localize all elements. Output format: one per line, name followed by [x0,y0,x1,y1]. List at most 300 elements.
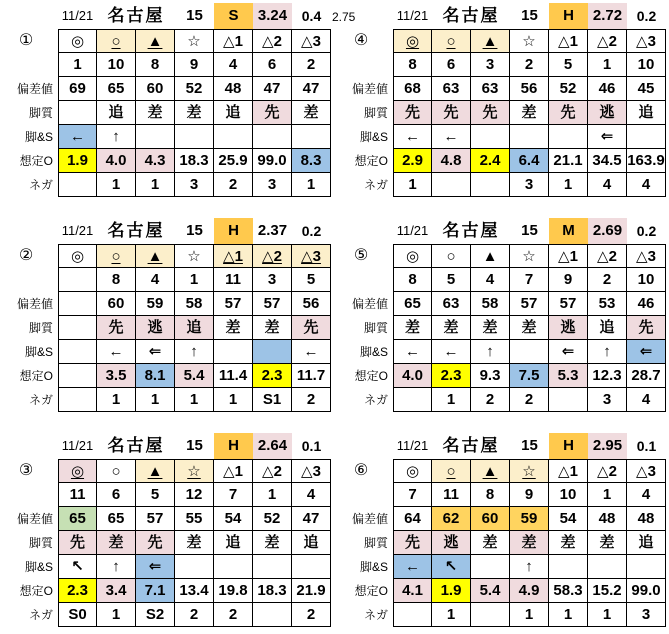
odds-value-cell: 4.0 [97,149,136,173]
leg-arrow-cell: ↑ [510,555,549,579]
nega-cell: 1 [97,388,136,412]
leg-arrow-cell: ← [393,125,432,149]
win-odds: 2.72 [588,3,627,29]
dev-value-cell: 57 [510,292,549,316]
dev-value-cell: 65 [58,507,97,531]
odds-value-cell: 11.4 [214,364,253,388]
run-style-cell: 逃 [136,316,175,340]
horse-number-cell: 3 [253,268,292,292]
mark-cell: △2 [253,29,292,53]
odds-value-cell: 9.3 [471,364,510,388]
odds-value-cell: 4.8 [432,149,471,173]
leg-arrow-cell: ← [97,340,136,364]
row-label-legs: 脚&S [359,560,388,574]
run-style-cell: 差 [588,531,627,555]
leg-arrow-cell [253,340,292,364]
mark-cell: ◎ [58,29,97,53]
nega-cell: 2 [292,388,331,412]
horse-number-cell: 8 [97,268,136,292]
nega-cell: 2 [214,173,253,197]
mark-cell: ○ [432,244,471,268]
odds-value-cell: 4.0 [393,364,432,388]
leg-arrow-cell [214,555,253,579]
row-label-style: 脚質 [363,536,388,550]
mark-cell: ▲ [136,29,175,53]
horse-number-cell: 8 [393,53,432,77]
extra-odds: 2.75 [332,10,356,24]
row-label-odds: 想定O [19,154,53,168]
dev-value-cell: 52 [549,77,588,101]
row-label-legs: 脚&S [24,560,53,574]
dev-value-cell: 59 [510,507,549,531]
leg-arrow-cell [214,340,253,364]
mark-cell: ○ [97,29,136,53]
nega-cell: 3 [175,173,214,197]
mark-cell: △2 [588,244,627,268]
row-label-legs: 脚&S [359,130,388,144]
horse-number-cell: 7 [214,483,253,507]
mark-cell: ○ [432,29,471,53]
nega-cell [432,173,471,197]
leg-arrow-cell: ↖ [58,555,97,579]
row-label-nega: ネガ [363,393,388,407]
nega-cell [471,603,510,627]
mark-cell: △2 [588,29,627,53]
odds-value-cell: 2.4 [471,149,510,173]
odds-value-cell: 11.7 [292,364,331,388]
leg-arrow-cell: ← [292,340,331,364]
mark-cell: △3 [292,459,331,483]
horse-number-cell: 5 [549,53,588,77]
mark-cell: △3 [292,244,331,268]
table-number: ⑥ [353,462,369,479]
mark-cell: △3 [627,244,666,268]
run-style-cell: 差 [136,101,175,125]
row-spacer [337,483,393,507]
track-name: 名古屋 [442,6,500,25]
dev-value-cell: 65 [393,292,432,316]
track-name: 名古屋 [442,221,500,240]
odds-value-cell: 3.5 [97,364,136,388]
run-style-cell: 先 [136,531,175,555]
track-name: 名古屋 [107,6,165,25]
dev-value-cell: 60 [97,292,136,316]
pace-indicator: S [214,3,253,29]
dev-value-cell: 47 [292,507,331,531]
dev-value-cell: 54 [214,507,253,531]
horse-number-cell: 7 [393,483,432,507]
row-label-odds: 想定O [19,369,53,383]
mark-cell: △1 [214,459,253,483]
header-spacer [2,433,58,459]
odds-value-cell: 1.9 [58,149,97,173]
race-number: 15 [521,222,538,239]
horse-number-cell: 4 [627,483,666,507]
leg-arrow-cell: ⇐ [136,340,175,364]
run-style-cell: 追 [627,531,666,555]
run-style-cell: 差 [510,101,549,125]
run-style-cell [58,316,97,340]
nega-cell: S2 [136,603,175,627]
horse-number-cell: 11 [58,483,97,507]
nega-cell: 1 [97,603,136,627]
horse-number-cell: 4 [136,268,175,292]
run-style-cell [58,101,97,125]
data-grid [337,459,668,627]
leg-arrow-cell [292,125,331,149]
run-style-cell: 先 [393,101,432,125]
run-style-cell: 先 [432,101,471,125]
nega-cell: 2 [471,388,510,412]
odds-margin-value: 0.4 [301,8,322,24]
leg-arrow-cell [510,125,549,149]
mark-cell: △2 [588,459,627,483]
leg-arrow-cell: ↑ [588,340,627,364]
run-style-cell: 先 [471,101,510,125]
mark-cell: △1 [549,459,588,483]
run-style-cell: 差 [471,531,510,555]
mark-cell: ☆ [175,244,214,268]
leg-arrow-cell [136,125,175,149]
row-label-dev: 偏差値 [351,297,388,311]
nega-cell: 4 [627,388,666,412]
horse-number-cell: 2 [588,268,627,292]
row-spacer [2,53,58,77]
horse-number-cell: 1 [588,53,627,77]
nega-cell: 2 [214,603,253,627]
leg-arrow-cell: ← [432,340,471,364]
dev-value-cell: 60 [471,507,510,531]
race-number: 15 [186,7,203,24]
nega-cell [58,388,97,412]
mark-cell: △2 [253,459,292,483]
win-odds: 2.69 [588,218,627,244]
leg-arrow-cell: ⇐ [549,340,588,364]
horse-number-cell: 10 [627,53,666,77]
row-label-nega: ネガ [28,178,53,192]
run-style-cell: 差 [393,316,432,340]
dev-value-cell: 48 [588,507,627,531]
odds-value-cell: 4.9 [510,579,549,603]
leg-arrow-cell: ↖ [432,555,471,579]
horse-number-cell: 11 [432,483,471,507]
horse-number-cell: 11 [214,268,253,292]
nega-cell [393,388,432,412]
nega-cell [58,173,97,197]
race-number: 15 [521,7,538,24]
dev-value-cell: 65 [97,77,136,101]
horse-number-cell: 4 [214,53,253,77]
win-odds: 2.95 [588,433,627,459]
dev-value-cell: 65 [97,507,136,531]
run-style-cell: 追 [214,101,253,125]
run-style-cell: 先 [97,316,136,340]
race-date: 11/21 [396,8,429,23]
odds-value-cell: 4.1 [393,579,432,603]
odds-value-cell: 28.7 [627,364,666,388]
nega-cell: 1 [97,173,136,197]
leg-arrow-cell: ← [432,125,471,149]
dev-value-cell: 57 [253,292,292,316]
row-label-legs: 脚&S [24,345,53,359]
race-table-3 [0,433,333,627]
run-style-cell: 逃 [432,531,471,555]
horse-number-cell: 1 [175,268,214,292]
horse-number-cell: 10 [97,53,136,77]
leg-arrow-cell [471,125,510,149]
mark-cell: △3 [627,29,666,53]
row-label-legs: 脚&S [24,130,53,144]
mark-cell: ▲ [136,459,175,483]
mark-cell: △1 [549,244,588,268]
table-number: ③ [18,462,34,479]
odds-value-cell: 3.4 [97,579,136,603]
odds-value-cell: 99.0 [253,149,292,173]
odds-margin [292,433,331,459]
row-label-nega: ネガ [363,178,388,192]
nega-cell: 1 [393,173,432,197]
odds-margin [292,3,356,29]
dev-value-cell: 59 [136,292,175,316]
nega-cell: 1 [588,603,627,627]
odds-value-cell: 25.9 [214,149,253,173]
dev-value-cell: 47 [292,77,331,101]
mark-cell: △1 [214,29,253,53]
horse-number-cell: 1 [253,483,292,507]
nega-cell: 1 [432,603,471,627]
odds-value-cell: 7.5 [510,364,549,388]
horse-number-cell: 8 [136,53,175,77]
leg-arrow-cell [471,555,510,579]
race-date: 11/21 [396,438,429,453]
run-style-cell: 差 [549,531,588,555]
odds-value-cell: 6.4 [510,149,549,173]
mark-cell: ○ [97,244,136,268]
odds-value-cell: 2.3 [253,364,292,388]
mark-cell: ◎ [58,459,97,483]
win-odds: 3.24 [253,3,292,29]
odds-value-cell: 8.1 [136,364,175,388]
odds-value-cell: 58.3 [549,579,588,603]
data-grid [2,459,333,627]
odds-margin-value: 0.2 [636,223,657,239]
nega-cell: 3 [588,388,627,412]
pace-indicator: H [214,433,253,459]
odds-value-cell: 163.9 [627,149,666,173]
dev-value-cell: 58 [175,292,214,316]
odds-value-cell: 18.3 [175,149,214,173]
odds-value-cell: 13.4 [175,579,214,603]
horse-number-cell: 7 [510,268,549,292]
data-grid [2,244,333,412]
nega-cell: 3 [510,173,549,197]
row-label-odds: 想定O [354,584,388,598]
data-grid [337,29,668,197]
run-style-cell: 差 [432,316,471,340]
leg-arrow-cell [253,125,292,149]
leg-arrow-cell: ← [393,340,432,364]
nega-cell: 1 [549,603,588,627]
leg-arrow-cell: ↑ [175,340,214,364]
dev-value-cell: 56 [292,292,331,316]
run-style-cell: 先 [627,316,666,340]
row-spacer [337,53,393,77]
horse-number-cell: 5 [292,268,331,292]
table-number: ⑤ [353,247,369,264]
nega-cell [471,173,510,197]
mark-cell: ☆ [175,29,214,53]
dev-value-cell: 55 [175,507,214,531]
nega-cell: S1 [253,388,292,412]
nega-cell: 2 [510,388,549,412]
mark-cell: ☆ [510,244,549,268]
row-label-dev: 偏差値 [16,512,53,526]
dev-value-cell: 52 [253,507,292,531]
race-date: 11/21 [396,223,429,238]
mark-cell: ☆ [510,29,549,53]
race-date: 11/21 [61,223,94,238]
data-grid [2,29,333,197]
mark-cell: △3 [292,29,331,53]
dev-value-cell: 63 [471,77,510,101]
dev-value-cell: 57 [214,292,253,316]
odds-value-cell: 18.3 [253,579,292,603]
run-style-cell: 差 [97,531,136,555]
row-label-dev: 偏差値 [16,82,53,96]
nega-cell: 1 [136,388,175,412]
mark-cell: △1 [549,29,588,53]
nega-cell: 2 [292,603,331,627]
odds-value-cell: 2.3 [432,364,471,388]
horse-number-cell: 4 [292,483,331,507]
row-spacer [337,268,393,292]
run-style-cell: 先 [253,101,292,125]
nega-cell: 4 [588,173,627,197]
dev-value-cell: 45 [627,77,666,101]
track-name: 名古屋 [442,436,500,455]
track-name: 名古屋 [107,221,165,240]
run-style-cell: 先 [292,316,331,340]
odds-value-cell: 19.8 [214,579,253,603]
run-style-cell: 差 [214,316,253,340]
run-style-cell: 先 [393,531,432,555]
row-label-dev: 偏差値 [16,297,53,311]
dev-value-cell: 57 [136,507,175,531]
leg-arrow-cell [175,125,214,149]
run-style-cell: 差 [175,531,214,555]
odds-margin [627,3,666,29]
run-style-cell: 差 [253,316,292,340]
nega-cell: 1 [549,173,588,197]
horse-number-cell: 3 [471,53,510,77]
odds-value-cell: 15.2 [588,579,627,603]
run-style-cell: 差 [510,316,549,340]
row-label-odds: 想定O [354,369,388,383]
nega-cell [549,388,588,412]
horse-number-cell: 5 [432,268,471,292]
header-spacer [337,218,393,244]
dev-value-cell: 68 [393,77,432,101]
run-style-cell: 逃 [588,101,627,125]
horse-number-cell: 2 [292,53,331,77]
leg-arrow-cell: ← [58,125,97,149]
track-name: 名古屋 [107,436,165,455]
row-label-nega: ネガ [363,608,388,622]
odds-margin [292,218,331,244]
nega-cell: 1 [175,388,214,412]
nega-cell: 1 [432,388,471,412]
table-header [337,3,668,29]
horse-number-cell: 1 [588,483,627,507]
odds-value-cell: 2.3 [58,579,97,603]
leg-arrow-cell [292,555,331,579]
dev-value-cell: 63 [432,77,471,101]
row-label-style: 脚質 [28,536,53,550]
horse-number-cell: 9 [549,268,588,292]
race-table-6 [335,433,668,627]
table-number: ② [18,247,34,264]
dev-value-cell: 63 [432,292,471,316]
run-style-cell: 先 [549,101,588,125]
table-header [2,3,356,29]
nega-cell: S0 [58,603,97,627]
nega-cell [393,603,432,627]
leg-arrow-cell [175,555,214,579]
row-label-nega: ネガ [28,608,53,622]
odds-margin-value: 0.2 [301,223,322,239]
leg-arrow-cell [588,555,627,579]
horse-number-cell: 8 [471,483,510,507]
header-spacer [2,3,58,29]
row-label-dev: 偏差値 [351,82,388,96]
table-header [2,218,333,244]
horse-number-cell: 1 [58,53,97,77]
dev-value-cell: 58 [471,292,510,316]
dev-value-cell: 53 [588,292,627,316]
leg-arrow-cell [627,555,666,579]
horse-number-cell: 8 [393,268,432,292]
win-odds: 2.64 [253,433,292,459]
row-label-style: 脚質 [363,321,388,335]
run-style-cell: 逃 [549,316,588,340]
odds-margin-value: 0.1 [301,438,322,454]
run-style-cell: 追 [214,531,253,555]
horse-number-cell: 12 [175,483,214,507]
run-style-cell: 差 [292,101,331,125]
mark-cell: ▲ [136,244,175,268]
mark-cell: ◎ [393,244,432,268]
leg-arrow-cell [510,340,549,364]
odds-margin-value: 0.2 [636,8,657,24]
nega-cell: 4 [627,173,666,197]
data-grid [337,244,668,412]
pace-indicator: H [549,433,588,459]
leg-arrow-cell: ⇐ [627,340,666,364]
run-style-cell: 差 [510,531,549,555]
horse-number-cell: 6 [97,483,136,507]
mark-cell: △2 [253,244,292,268]
row-label-style: 脚質 [28,106,53,120]
row-label-style: 脚質 [28,321,53,335]
odds-value-cell: 99.0 [627,579,666,603]
mark-cell: △3 [627,459,666,483]
header-spacer [2,218,58,244]
odds-value-cell: 12.3 [588,364,627,388]
row-label-nega: ネガ [28,393,53,407]
race-table-1 [0,3,356,197]
nega-cell [253,603,292,627]
odds-value-cell: 1.9 [432,579,471,603]
